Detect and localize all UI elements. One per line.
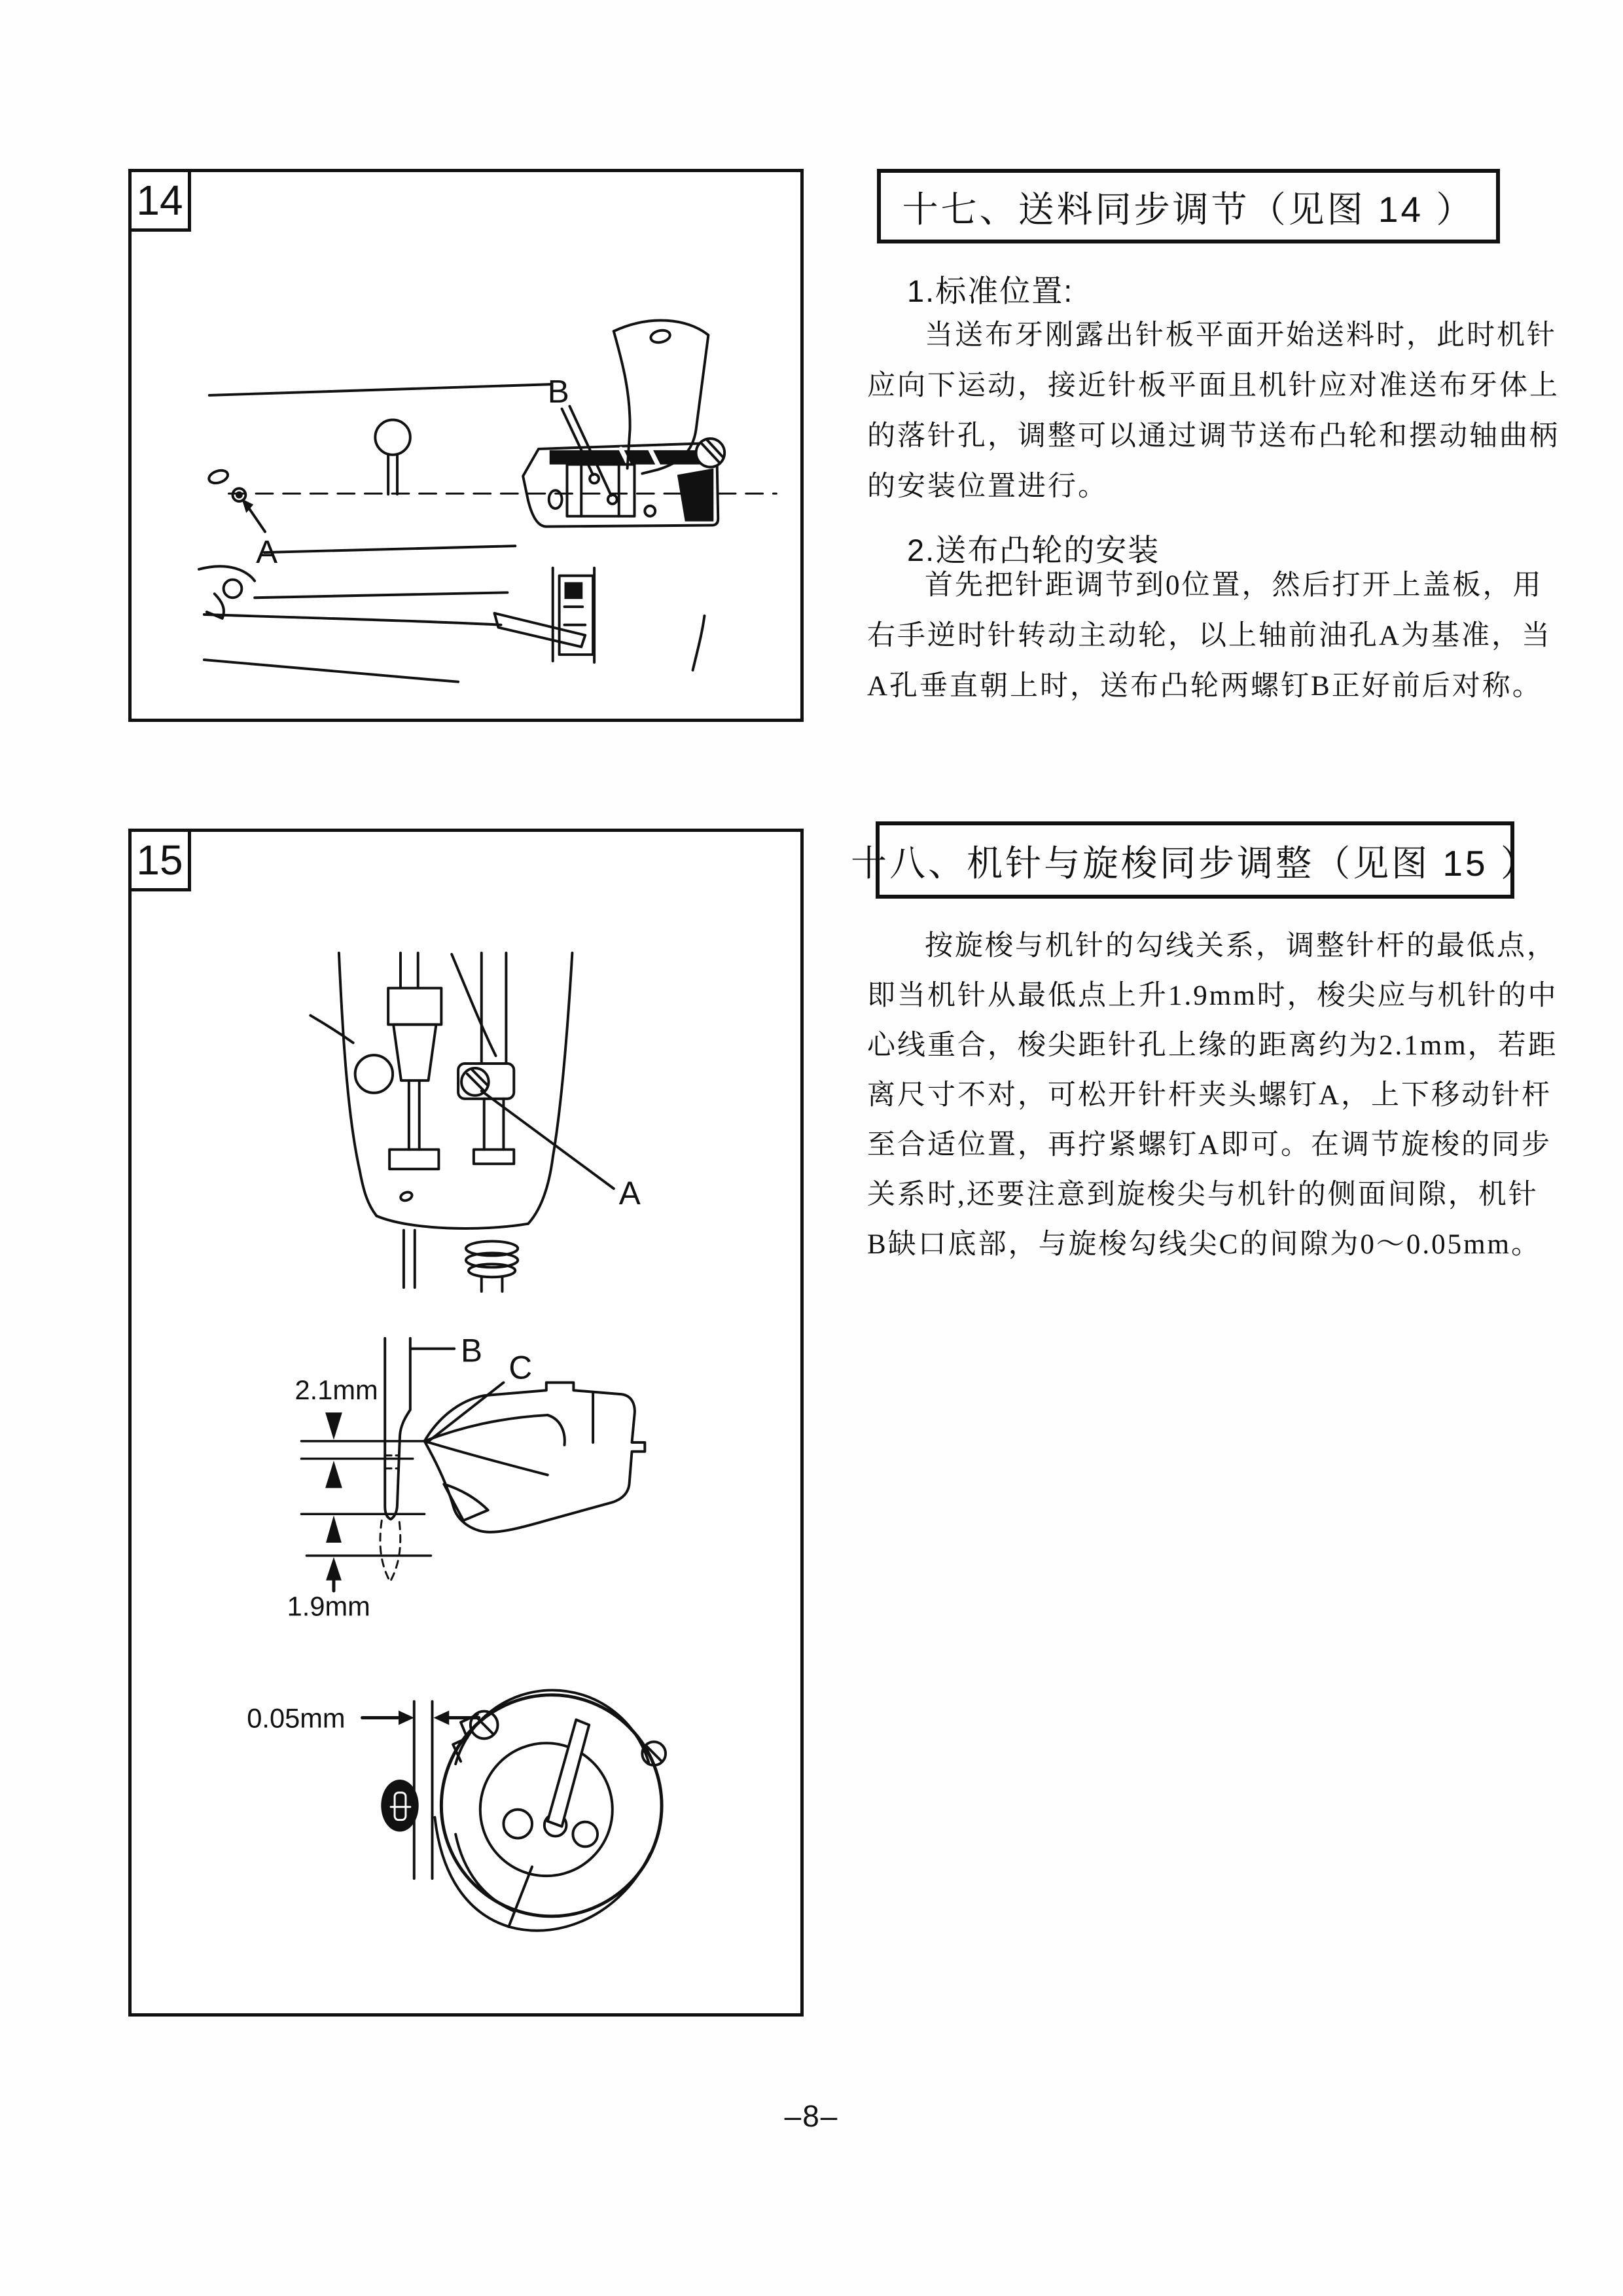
figure15-dim-19mm: 1.9mm xyxy=(287,1590,370,1622)
upper-left-circle xyxy=(355,1055,393,1093)
arrow-down-21 xyxy=(325,1412,342,1440)
figure15-dim-005mm: 0.05mm xyxy=(247,1702,346,1734)
page-number: –8– xyxy=(784,2099,839,2133)
position-finger-notch xyxy=(453,1715,478,1762)
text-line: 的安装位置进行。 xyxy=(867,471,1108,502)
pin-shaft xyxy=(388,454,397,494)
text-line: B缺口底部，与旋梭勾线尖C的间隙为0～0.05mm。 xyxy=(867,1229,1542,1260)
cover-hole xyxy=(650,329,671,344)
text-line: 右手逆时针转动主动轮，以上轴前油孔A为基准，当 xyxy=(867,620,1552,651)
callout-c-pointer xyxy=(427,1382,504,1442)
thread-guide-wire xyxy=(452,954,495,1056)
clamp-block-left xyxy=(388,988,441,1025)
left-bar-pair xyxy=(401,953,418,988)
text-line: 的落针孔，调整可以通过调节送布凸轮和摆动轴曲柄 xyxy=(867,421,1560,452)
figure14-callout-a: A xyxy=(256,533,278,570)
body-line2 xyxy=(255,592,507,598)
section-18-title: 十八、机针与旋梭同步调整（见图 15 ） xyxy=(851,842,1539,884)
needle-bar-thin xyxy=(409,1081,419,1149)
text-line: 至合适位置，再拧紧螺钉A即可。在调节旋梭的同步 xyxy=(867,1130,1552,1160)
figure15-dim-21mm: 2.1mm xyxy=(294,1374,378,1406)
figure-14-panel xyxy=(128,169,804,722)
section-17-title-box xyxy=(877,169,1500,243)
head-bottom-outline xyxy=(376,1216,528,1229)
slot-hole xyxy=(207,468,230,485)
callout-a-pointer xyxy=(482,1091,614,1189)
figure15-callout-a: A xyxy=(618,1174,641,1211)
cam-screw-b1 xyxy=(590,474,599,483)
lifter-curve1 xyxy=(199,566,255,581)
figure15-callout-b: B xyxy=(461,1332,483,1369)
section-18-title-box xyxy=(851,821,1539,899)
text-line: 心线重合，梭尖距针孔上缘的距离约为2.1mm，若距 xyxy=(867,1030,1558,1061)
text-line: 应向下运动，接近针板平面且机针应对准送布牙体上 xyxy=(867,370,1560,401)
pin-ball xyxy=(375,420,410,454)
presser-bar-below xyxy=(482,1277,503,1291)
callout-a-arrow-line xyxy=(248,507,265,532)
text-line: A孔垂直朝上时，送布凸轮两螺钉B正好前后对称。 xyxy=(867,671,1543,702)
arrow-up-19b xyxy=(326,1557,342,1581)
figure14-callout-b: B xyxy=(547,373,569,410)
body-line1 xyxy=(264,546,515,552)
body-line3 xyxy=(204,615,501,625)
needle-bar-below xyxy=(404,1230,415,1288)
body-right-curve xyxy=(693,616,705,670)
hook-blade-tip xyxy=(508,1867,532,1926)
section-17-paragraph-1 xyxy=(867,310,1560,512)
arrow-up-21 xyxy=(325,1461,342,1488)
bobbin-hole-2 xyxy=(573,1822,597,1847)
head-right-outline xyxy=(528,953,572,1224)
text-line: 关系时,还要注意到旋梭尖与机针的侧面间隙，机针 xyxy=(867,1179,1539,1210)
hook-inner-arc xyxy=(548,1415,565,1445)
hook-inner-line2 xyxy=(425,1441,548,1475)
bobbin-latch-lever xyxy=(548,1719,589,1826)
text-line: 离尺寸不对，可松开针杆夹头螺钉A，上下移动针杆 xyxy=(867,1080,1552,1111)
right-bar-pair xyxy=(482,953,507,1064)
section-17-paragraph-2 xyxy=(867,560,1552,711)
small-hole xyxy=(645,506,655,516)
bar-foot-right xyxy=(474,1149,514,1164)
text-line: 当送布牙刚露出针板平面开始送料时，此时机针 xyxy=(925,320,1557,351)
block-window xyxy=(565,582,583,599)
clamp-taper xyxy=(393,1024,436,1081)
black-wedge xyxy=(677,469,713,522)
figure15-callout-c: C xyxy=(508,1349,533,1386)
figure-15-panel xyxy=(128,829,804,2017)
needle-ghost-dashed xyxy=(380,1520,401,1581)
gap-arrow-right-head xyxy=(399,1711,414,1725)
bar-foot-left xyxy=(389,1149,438,1169)
body-bottom-curve xyxy=(204,660,458,682)
hook-blade-sweep xyxy=(435,1818,650,1931)
block-detail-lines xyxy=(565,607,586,625)
machine-arm-top-line xyxy=(209,384,552,395)
text-line: 首先把针距调节到0位置，然后打开上盖板，用 xyxy=(925,570,1543,601)
section-18-paragraph xyxy=(867,922,1558,1270)
cam-screw-b2 xyxy=(608,495,617,504)
text-line: 按旋梭与机针的勾线关系，调整针杆的最低点， xyxy=(925,931,1557,961)
figure-15-drawing xyxy=(132,832,800,2013)
section-17-heading-1: 1.标准位置: xyxy=(907,274,1074,308)
bobbin-hole-1 xyxy=(503,1810,532,1839)
section-17-heading-2: 2.送布凸轮的安装 xyxy=(907,533,1160,567)
figure-14-drawing xyxy=(132,172,800,719)
figure-15-number: 15 xyxy=(128,829,191,891)
needle-eye-dashes xyxy=(385,1456,399,1469)
upper-left-curve xyxy=(310,1015,353,1043)
arrow-up-19a xyxy=(326,1515,342,1543)
figure-14-number: 14 xyxy=(128,169,191,232)
gap-arrow-left-head xyxy=(433,1711,449,1725)
lifter-knob xyxy=(224,580,242,598)
needle-section-oval xyxy=(381,1780,418,1832)
text-line: 即当机针从最低点上升1.9mm时，梭尖应与机针的中 xyxy=(867,980,1558,1011)
needle-outline xyxy=(385,1338,410,1519)
bobbin-case-circle xyxy=(480,1743,613,1876)
lever-arm xyxy=(495,613,586,647)
hook-blade-small xyxy=(444,1484,488,1520)
body-dot xyxy=(399,1191,413,1202)
section-17-title: 十七、送料同步调节（见图 14 ） xyxy=(902,188,1475,230)
